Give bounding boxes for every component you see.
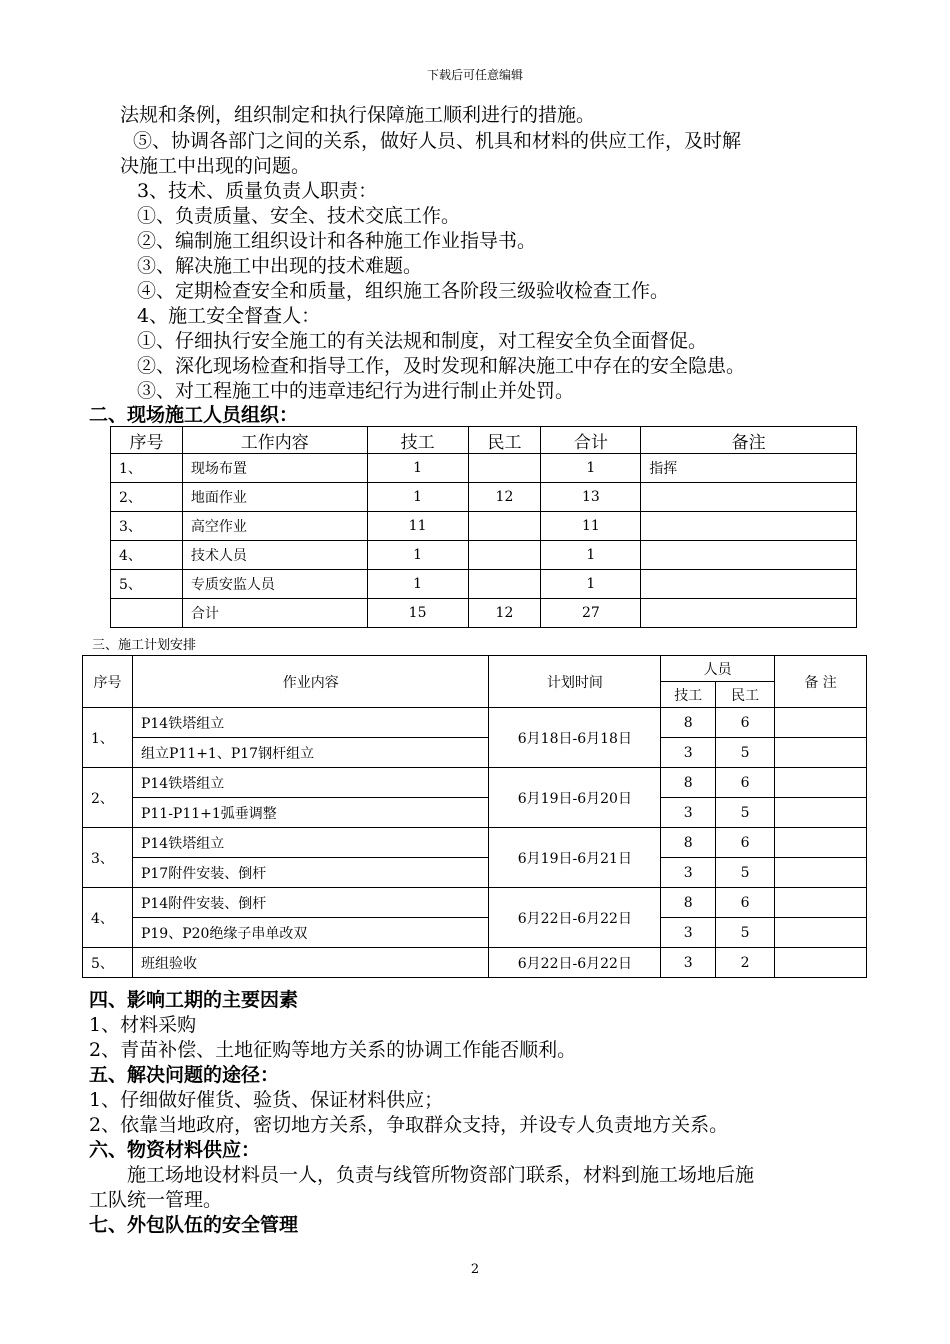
- cell: [641, 541, 857, 570]
- cell: 11: [541, 512, 641, 541]
- cell: 2: [716, 948, 775, 978]
- cell: 合计: [182, 599, 367, 628]
- cell: P14铁塔组立: [132, 768, 489, 798]
- cell: [111, 599, 183, 628]
- header-note: 下载后可任意编辑: [426, 68, 523, 82]
- body-line: 4、施工安全督查人：: [137, 305, 321, 327]
- section-4-title: 四、影响工期的主要因素: [89, 989, 299, 1011]
- cell: 1: [367, 541, 468, 570]
- cell: 8: [661, 708, 716, 738]
- cell: 6月22日-6月22日: [489, 948, 661, 978]
- cell: 4、: [83, 888, 133, 948]
- table-row: [83, 768, 867, 798]
- cell: 1: [367, 483, 468, 512]
- cell: 3、: [111, 512, 183, 541]
- page-number: 2: [470, 1262, 480, 1277]
- cell: 8: [661, 888, 716, 918]
- staff-table: [110, 426, 857, 628]
- cell: P17附件安装、倒杆: [132, 858, 489, 888]
- table-row: [83, 708, 867, 738]
- cell: 地面作业: [182, 483, 367, 512]
- cell: 15: [367, 599, 468, 628]
- section-6-title: 六、物资材料供应：: [89, 1139, 261, 1161]
- body-line: 1、材料采购: [89, 1014, 197, 1036]
- section-2-title: 二、现场施工人员组织：: [89, 404, 299, 426]
- table-row: [111, 483, 857, 512]
- table-row: [111, 541, 857, 570]
- cell: 8: [661, 768, 716, 798]
- body-line: 决施工中出现的问题。: [120, 155, 311, 177]
- cell: 3: [661, 918, 716, 948]
- cell: 3: [661, 948, 716, 978]
- cell: [775, 918, 867, 948]
- cell: 组立P11+1、P17钢杆组立: [132, 738, 489, 768]
- table-row: [111, 570, 857, 599]
- plan-table: [82, 655, 867, 978]
- cell: 1、: [83, 708, 133, 768]
- cell: [775, 948, 867, 978]
- cell: 5: [716, 798, 775, 828]
- cell: 6: [716, 828, 775, 858]
- cell: P14铁塔组立: [132, 708, 489, 738]
- cell: 8: [661, 828, 716, 858]
- cell: 3、: [83, 828, 133, 888]
- cell: 专质安监人员: [182, 570, 367, 599]
- cell: 6: [716, 708, 775, 738]
- body-line: ③、解决施工中出现的技术难题。: [137, 255, 423, 277]
- body-line: ⑤、协调各部门之间的关系，做好人员、机具和材料的供应工作，及时解: [133, 130, 742, 152]
- section-7-title: 七、外包队伍的安全管理: [89, 1214, 299, 1236]
- cell: 班组验收: [132, 948, 489, 978]
- cell: [775, 888, 867, 918]
- cell: [641, 599, 857, 628]
- cell: 6月22日-6月22日: [489, 888, 661, 948]
- table-row: [83, 918, 867, 948]
- cell: 5、: [83, 948, 133, 978]
- cell: 6月19日-6月20日: [489, 768, 661, 828]
- cell: [641, 512, 857, 541]
- cell: 指挥: [641, 454, 857, 483]
- header-cell: 民工: [716, 682, 775, 708]
- header-cell: 技工: [661, 682, 716, 708]
- cell: 12: [468, 599, 541, 628]
- cell: 6月19日-6月21日: [489, 828, 661, 888]
- body-line: ③、对工程施工中的违章违纪行为进行制止并处罚。: [137, 380, 575, 402]
- header-cell: 序号: [83, 656, 133, 708]
- body-line: ④、定期检查安全和质量，组织施工各阶段三级验收检查工作。: [137, 280, 670, 302]
- cell: P11-P11+1弧垂调整: [132, 798, 489, 828]
- cell: [775, 768, 867, 798]
- body-line: 1、仔细做好催货、验货、保证材料供应；: [89, 1089, 444, 1111]
- cell: 现场布置: [182, 454, 367, 483]
- header-cell: 作业内容: [132, 656, 489, 708]
- body-line: ①、负责质量、安全、技术交底工作。: [137, 205, 461, 227]
- header-cell: 计划时间: [489, 656, 661, 708]
- cell: P14铁塔组立: [132, 828, 489, 858]
- cell: 5、: [111, 570, 183, 599]
- cell: [468, 570, 541, 599]
- body-line: 2、依靠当地政府，密切地方关系，争取群众支持，并设专人负责地方关系。: [89, 1114, 729, 1136]
- cell: 5: [716, 918, 775, 948]
- cell: 3: [661, 798, 716, 828]
- cell: 5: [716, 738, 775, 768]
- cell: 3: [661, 738, 716, 768]
- cell: 1: [541, 454, 641, 483]
- cell: P14附件安装、倒杆: [132, 888, 489, 918]
- section-3-title: 三、施工计划安排: [92, 638, 197, 653]
- header-cell: 工作内容: [182, 427, 367, 454]
- table-row: [83, 948, 867, 978]
- cell: 2、: [111, 483, 183, 512]
- cell: P19、P20绝缘子串单改双: [132, 918, 489, 948]
- cell: [775, 828, 867, 858]
- cell: [468, 512, 541, 541]
- cell: [775, 738, 867, 768]
- cell: 5: [716, 858, 775, 888]
- section-5-title: 五、解决问题的途径：: [89, 1064, 280, 1086]
- header-cell: 合计: [541, 427, 641, 454]
- body-line: 工队统一管理。: [89, 1189, 223, 1211]
- body-line: ①、仔细执行安全施工的有关法规和制度，对工程安全负全面督促。: [137, 330, 708, 352]
- table-row: [83, 858, 867, 888]
- cell: 2、: [83, 768, 133, 828]
- header-cell: 备 注: [775, 656, 867, 708]
- staff-table-header: [111, 427, 857, 454]
- cell: 11: [367, 512, 468, 541]
- header-cell: 民工: [468, 427, 541, 454]
- header-cell: 技工: [367, 427, 468, 454]
- body-line: 法规和条例，组织制定和执行保障施工顺利进行的措施。: [120, 104, 596, 126]
- cell: 27: [541, 599, 641, 628]
- cell: 6: [716, 888, 775, 918]
- table-row: [111, 512, 857, 541]
- table-row: [83, 798, 867, 828]
- cell: 1: [541, 541, 641, 570]
- body-line: ②、深化现场检查和指导工作，及时发现和解决施工中存在的安全隐患。: [137, 355, 746, 377]
- cell: 6: [716, 768, 775, 798]
- body-line: ②、编制施工组织设计和各种施工作业指导书。: [137, 230, 537, 252]
- table-row: [111, 599, 857, 628]
- header-cell: 备注: [641, 427, 857, 454]
- cell: 技术人员: [182, 541, 367, 570]
- cell: [775, 798, 867, 828]
- cell: 4、: [111, 541, 183, 570]
- cell: [641, 570, 857, 599]
- header-cell: 序号: [111, 427, 183, 454]
- cell: [468, 541, 541, 570]
- header-cell: 人员: [661, 656, 775, 682]
- cell: 13: [541, 483, 641, 512]
- cell: [775, 858, 867, 888]
- body-line: 3、技术、质量负责人职责：: [137, 180, 378, 202]
- cell: 3: [661, 858, 716, 888]
- cell: 1、: [111, 454, 183, 483]
- cell: [641, 483, 857, 512]
- cell: 1: [541, 570, 641, 599]
- cell: [468, 454, 541, 483]
- body-line: 2、青苗补偿、土地征购等地方关系的协调工作能否顺利。: [89, 1039, 577, 1061]
- body-line: 施工场地设材料员一人，负责与线管所物资部门联系，材料到施工场地后施: [127, 1164, 755, 1186]
- cell: [775, 708, 867, 738]
- cell: 12: [468, 483, 541, 512]
- table-row: [83, 828, 867, 858]
- cell: 6月18日-6月18日: [489, 708, 661, 768]
- cell: 1: [367, 570, 468, 599]
- table-row: [83, 888, 867, 918]
- table-row: [111, 454, 857, 483]
- table-row: [83, 738, 867, 768]
- cell: 1: [367, 454, 468, 483]
- cell: 高空作业: [182, 512, 367, 541]
